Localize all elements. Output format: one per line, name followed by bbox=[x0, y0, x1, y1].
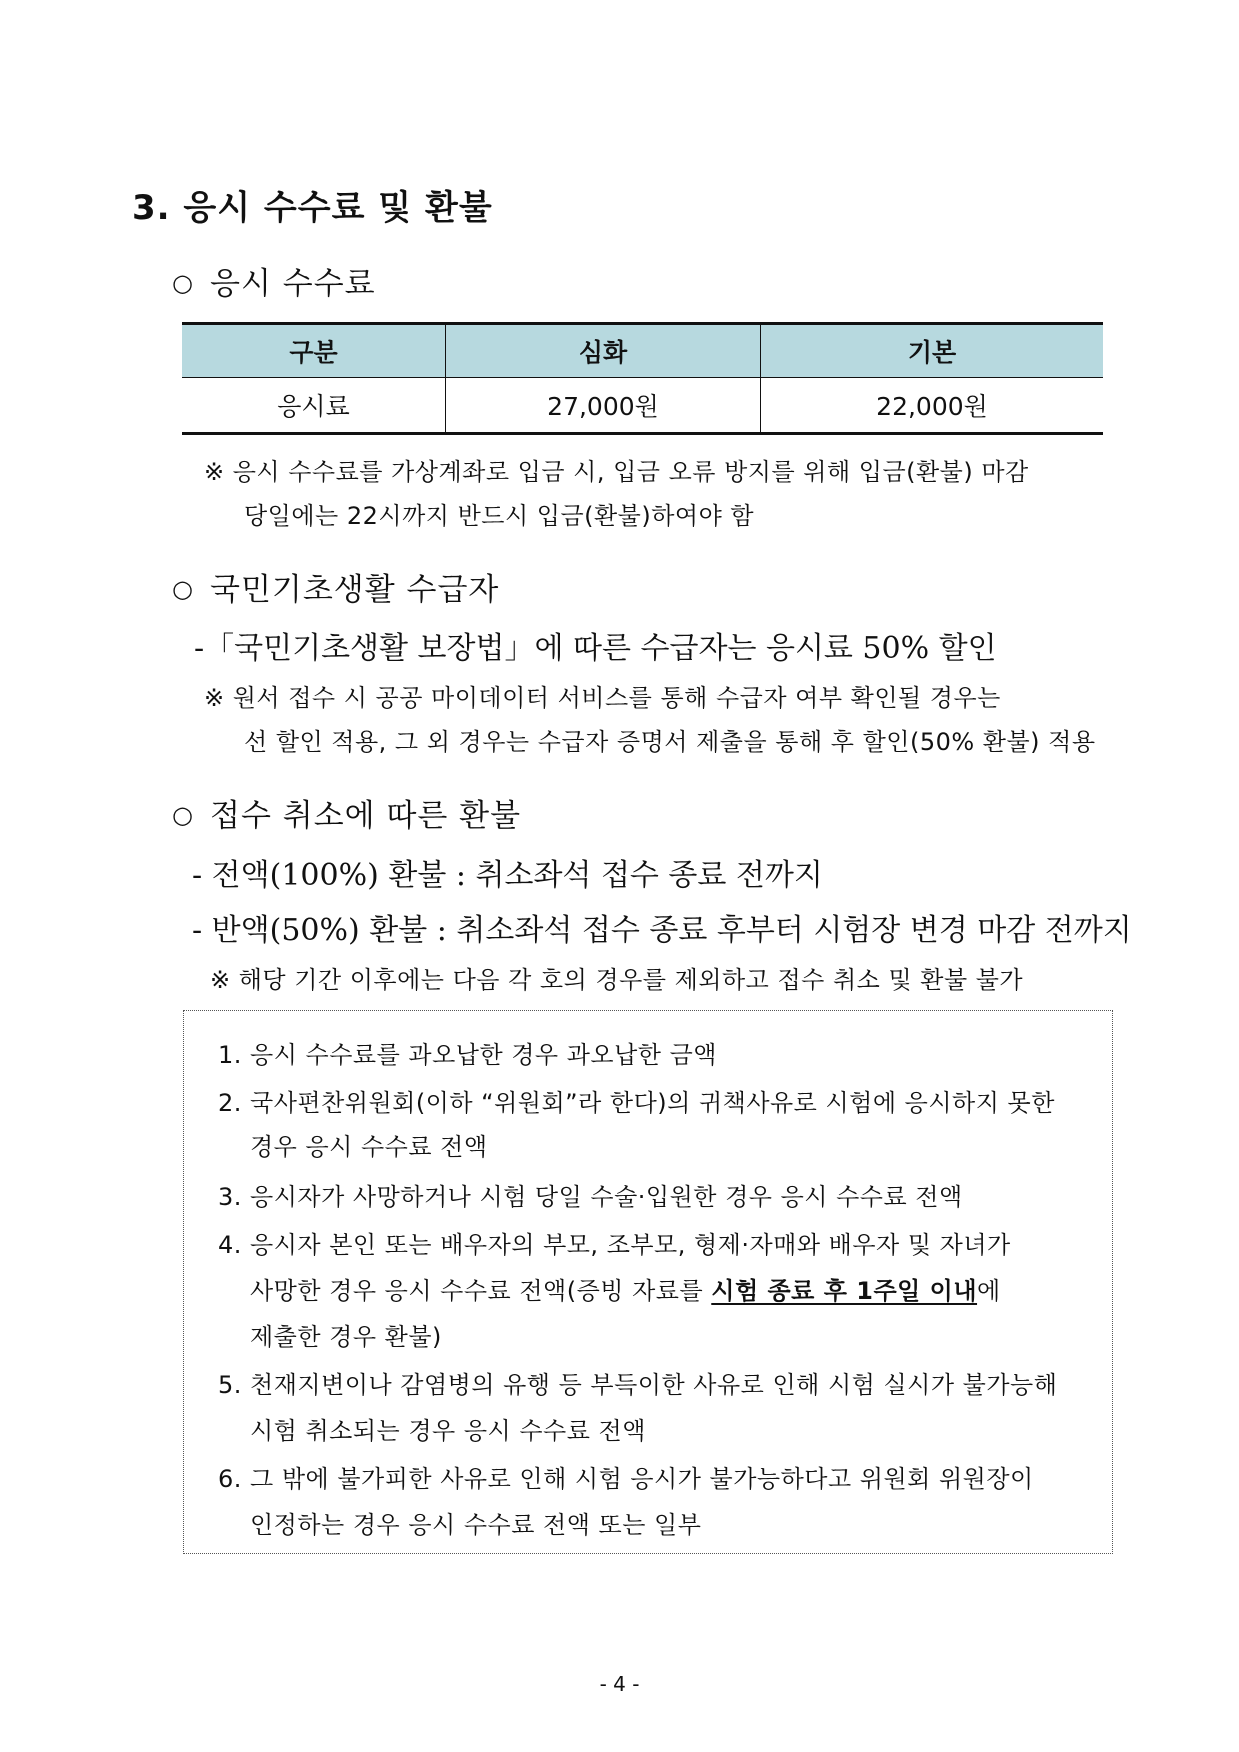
circle-bullet-icon: ○ bbox=[172, 801, 193, 829]
exception-item-4-cont bbox=[250, 1271, 1001, 1306]
exception-item-2-cont: 경우 응시 수수료 전액 bbox=[250, 1133, 488, 1161]
table-header-cell: 구분 bbox=[182, 324, 446, 378]
section-title: 국민기초생활 수급자 bbox=[210, 572, 500, 608]
recipient-discount-text: -「국민기초생활 보장법」에 따른 수급자는 응시료 50% 할인 bbox=[194, 631, 997, 666]
fee-note-line1: ※ 응시 수수료를 가상계좌로 입금 시, 입금 오류 방지를 위해 입금(환불) 마감 bbox=[204, 458, 1029, 486]
table-cell: 22,000원 bbox=[876, 392, 988, 421]
section-title: 응시 수수료 bbox=[210, 266, 376, 302]
exception-item-6-cont: 인정하는 경우 응시 수수료 전액 또는 일부 bbox=[250, 1511, 702, 1539]
exception-item-6: 6. 그 밖에 불가피한 사유로 인해 시험 응시가 불가능하다고 위원회 위원장이 bbox=[218, 1465, 1034, 1493]
page-number: - 4 - bbox=[599, 1672, 640, 1696]
section-recipient-title bbox=[172, 564, 499, 609]
refund-half-text: - 반액(50%) 환불 : 취소좌석 접수 종료 후부터 시험장 변경 마감 전까지 bbox=[192, 913, 1132, 948]
circle-bullet-icon: ○ bbox=[172, 269, 193, 297]
table-cell: 27,000원 bbox=[446, 378, 761, 434]
table-cell: 응시료 bbox=[182, 378, 446, 434]
table-header-cell: 기본 bbox=[761, 324, 1104, 378]
exception-item-4: 4. 응시자 본인 또는 배우자의 부모, 조부모, 형제·자매와 배우자 및 자녀가 bbox=[218, 1231, 1011, 1259]
table-header-row bbox=[182, 324, 1103, 378]
refund-note: ※ 해당 기간 이후에는 다음 각 호의 경우를 제외하고 접수 취소 및 환불 불가 bbox=[210, 966, 1024, 994]
section-fee-title bbox=[172, 258, 376, 303]
exception-item-3: 3. 응시자가 사망하거나 시험 당일 수술·입원한 경우 응시 수수료 전액 bbox=[218, 1183, 963, 1211]
refund-exceptions-box bbox=[183, 1010, 1113, 1554]
fee-note-line2: 당일에는 22시까지 반드시 입금(환불)하여야 함 bbox=[244, 502, 755, 530]
refund-full-text: - 전액(100%) 환불 : 취소좌석 접수 종료 전까지 bbox=[192, 858, 823, 893]
exception-item-4-text: 사망한 경우 응시 수수료 전액(증빙 자료를 bbox=[250, 1277, 712, 1305]
exception-item-1: 1. 응시 수수료를 과오납한 경우 과오납한 금액 bbox=[218, 1041, 717, 1069]
fee-table bbox=[182, 322, 1103, 435]
exception-item-5-cont: 시험 취소되는 경우 응시 수수료 전액 bbox=[250, 1417, 646, 1445]
section-title: 접수 취소에 따른 환불 bbox=[210, 798, 522, 834]
recipient-note-line2: 선 할인 적용, 그 외 경우는 수급자 증명서 제출을 통해 후 할인(50% 환불) 적용 bbox=[244, 728, 1096, 756]
page-heading: 3. 응시 수수료 및 환불 bbox=[132, 188, 493, 228]
deadline-emphasis: 시험 종료 후 1주일 이내 bbox=[711, 1277, 978, 1305]
exception-item-2: 2. 국사편찬위원회(이하 “위원회”라 한다)의 귀책사유로 시험에 응시하지 못한 bbox=[218, 1089, 1055, 1117]
section-refund-title bbox=[172, 790, 521, 835]
exception-item-4-text: 에 bbox=[977, 1277, 1001, 1305]
recipient-note-line1: ※ 원서 접수 시 공공 마이데이터 서비스를 통해 수급자 여부 확인될 경우는 bbox=[204, 684, 1001, 712]
circle-bullet-icon: ○ bbox=[172, 575, 193, 603]
table-header-cell: 심화 bbox=[446, 324, 761, 378]
table-row bbox=[182, 378, 1103, 434]
exception-item-5: 5. 천재지변이나 감염병의 유행 등 부득이한 사유로 인해 시험 실시가 불가능해 bbox=[218, 1371, 1058, 1399]
exception-item-4-cont2: 제출한 경우 환불) bbox=[250, 1323, 442, 1351]
